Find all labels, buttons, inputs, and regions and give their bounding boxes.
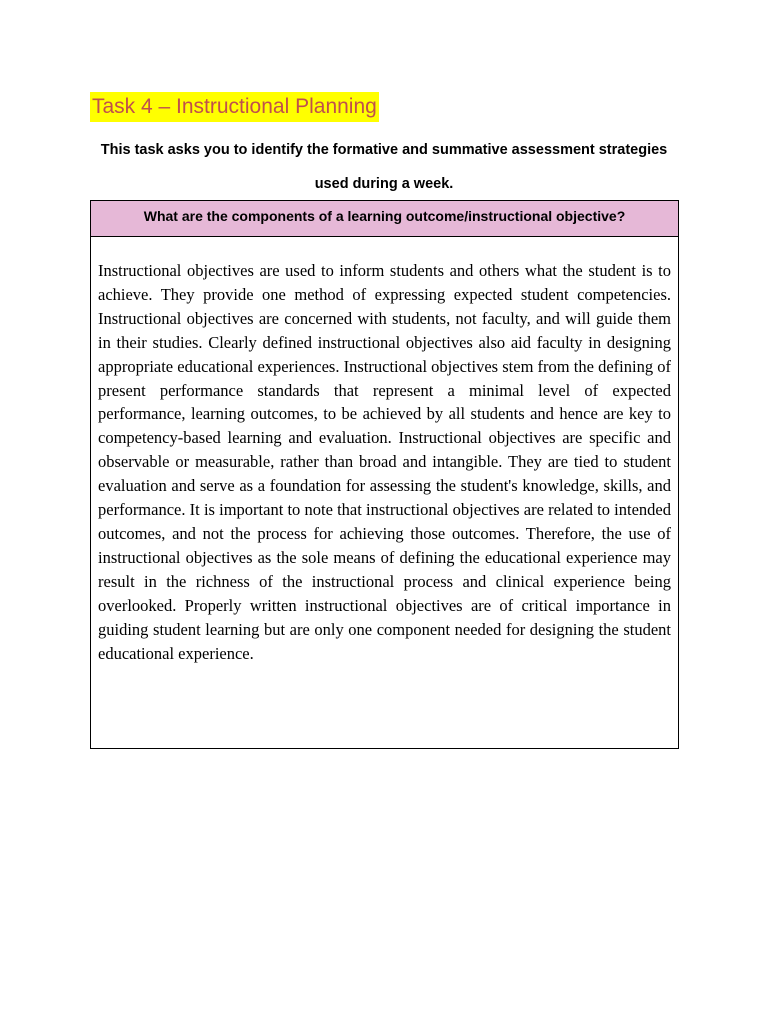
question-row: [91, 201, 679, 237]
answer-text: Instructional objectives are used to inform students and others what the student is to achieve. They provide one method of expressing expected student competencies. Instructional objectives are concerned with students, not faculty, and will guide them in their studies. Clearly defined instructional objectives also aid faculty in designing appropriate educational experiences. Instructional objectives stem from the defining of present performance standards that represent a minimal level of expected performance, learning outcomes, to be achieved by all students and hence are key to competency-based learning and evaluation. Instructional objectives are specific and observable or measurable, rather than broad and intangible. They are tied to student evaluation and serve as a foundation for assessing the student's knowledge, skills, and performance. It is important to note that instructional objectives are related to intended outcomes, and not the process for achieving those outcomes. Therefore, the use of instructional objectives as the sole means of defining the educational experience may result in the richness of the instructional process and clinical experience being overlooked. Properly written instructional objectives are of critical importance in guiding student learning but are only one component needed for designing the student educational experience.: [98, 261, 671, 663]
question-answer-table: [90, 200, 679, 749]
question-cell: What are the components of a learning outcome/instructional objective?: [91, 201, 679, 237]
answer-cell: [91, 237, 679, 749]
task-intro: This task asks you to identify the formative and summative assessment strategies used during a week.: [100, 142, 668, 192]
answer-row: [91, 237, 679, 749]
task-title: Task 4 – Instructional Planning: [90, 92, 379, 122]
